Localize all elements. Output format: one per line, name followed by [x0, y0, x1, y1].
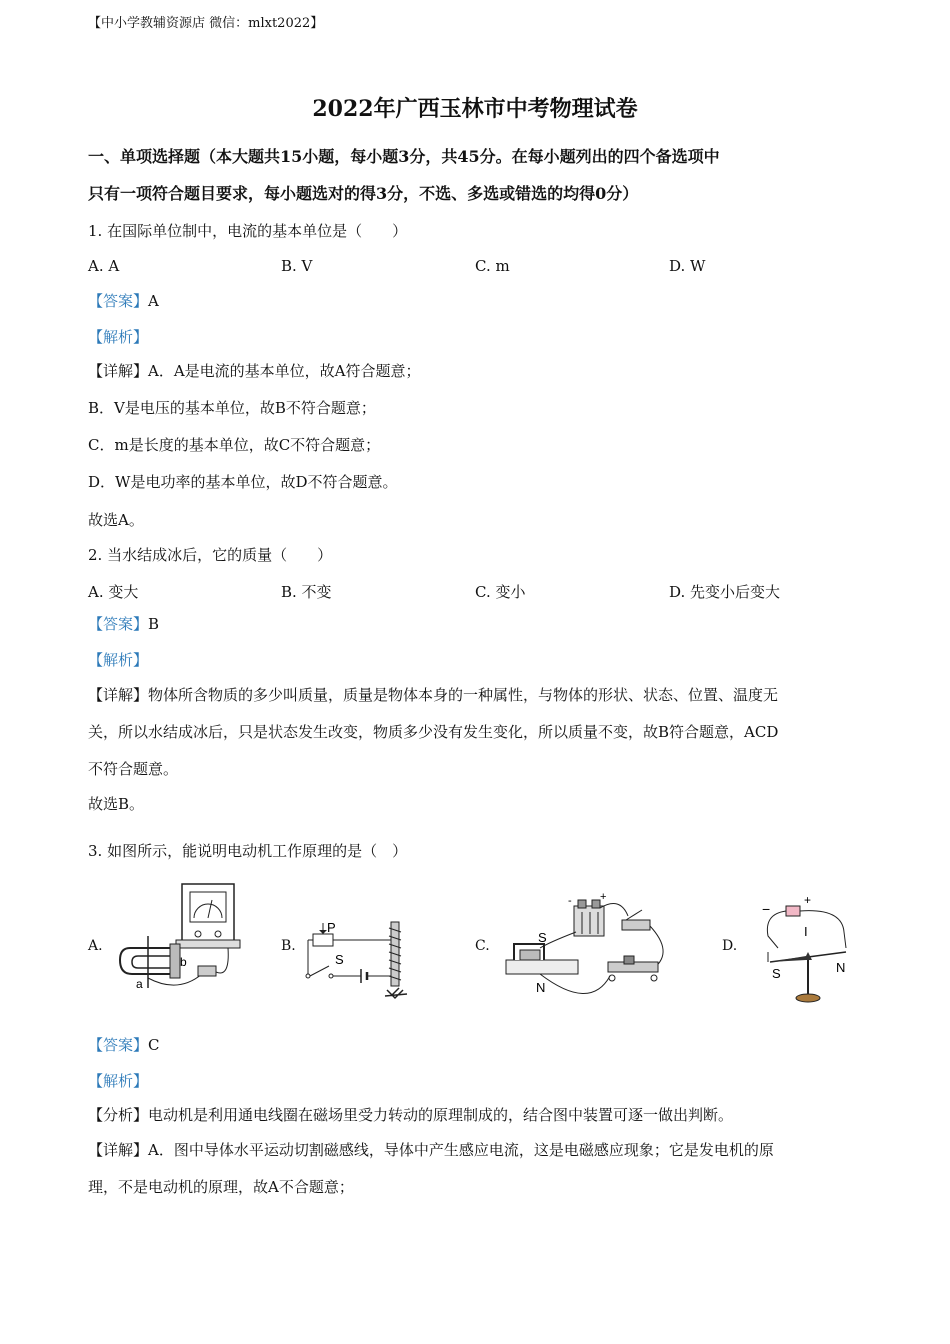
- detail-text: A．图中导体水平运动切割磁感线，导体中产生感应电流，这是电磁感应现象；它是发电机的原: [148, 1141, 774, 1159]
- answer-tag: 【答案】: [88, 1036, 149, 1054]
- fig-d-label-minus: −: [762, 901, 771, 917]
- q1-option-b: B. V: [281, 257, 313, 275]
- answer-tag: 【答案】: [88, 292, 149, 310]
- answer-value: B: [148, 615, 160, 633]
- q3-figure-d-label: D.: [722, 938, 738, 954]
- fig-c-label-minus: -: [568, 895, 572, 907]
- q2-option-d: D. 先变小后变大: [669, 583, 781, 601]
- q1-stem: 1. 在国际单位制中，电流的基本单位是（ ）: [88, 222, 408, 240]
- q2-option-b: B. 不变: [281, 583, 332, 601]
- fig-a-label-b: b: [180, 955, 187, 969]
- q3-analysis: [88, 1105, 733, 1125]
- figure-c-motor-diagram: [500, 892, 672, 998]
- section-heading-line1: 一、单项选择题（本大题共15小题，每小题3分，共45分。在每小题列出的四个备选项中: [88, 147, 720, 166]
- fig-d-label-n: N: [836, 960, 846, 975]
- q1-conclusion: 故选A。: [88, 511, 144, 529]
- detail-tag: 【详解】: [88, 686, 149, 704]
- q3-stem: 3. 如图所示，能说明电动机工作原理的是（ ）: [88, 842, 408, 860]
- q1-detail-1: [88, 361, 421, 381]
- fig-a-label-a: a: [136, 977, 143, 991]
- answer-value: C: [148, 1036, 160, 1054]
- q1-option-a: A. A: [88, 257, 120, 275]
- answer-tag: 【答案】: [88, 615, 149, 633]
- q3-analysis-tag: 【解析】: [88, 1072, 149, 1090]
- q1-option-d: D. W: [669, 257, 706, 275]
- fig-d-label-i: I: [804, 924, 808, 939]
- page-header: 【中小学教辅资源店 微信：mlxt2022】: [88, 16, 324, 31]
- fig-c-label-plus: +: [600, 892, 607, 903]
- figure-a-generator-diagram: [118, 878, 243, 996]
- q3-figure-a-label: A.: [88, 938, 103, 954]
- detail-tag: 【详解】: [88, 1141, 149, 1159]
- analysis-tag: 【分析】: [88, 1106, 149, 1124]
- q1-detail-4: D．W是电功率的基本单位，故D不符合题意。: [88, 473, 398, 491]
- detail-text: A．A是电流的基本单位，故A符合题意；: [148, 362, 421, 380]
- fig-c-label-s: S: [538, 930, 547, 945]
- q2-option-c: C. 变小: [475, 583, 526, 601]
- q3-figure-c-label: C.: [475, 938, 490, 954]
- q3-detail-1: [88, 1140, 774, 1160]
- q1-answer: [88, 291, 159, 311]
- figure-d-oersted-diagram: [758, 896, 862, 1008]
- detail-text: 物体所含物质的多少叫质量，质量是物体本身的一种属性，与物体的形状、状态、位置、温度无: [148, 686, 779, 704]
- detail-tag: 【详解】: [88, 362, 149, 380]
- q2-detail-1: [88, 685, 778, 705]
- q1-option-c: C. m: [475, 257, 510, 275]
- q2-option-a: A. 变大: [88, 583, 139, 601]
- q1-detail-2: B．V是电压的基本单位，故B不符合题意；: [88, 399, 376, 417]
- analysis-text: 电动机是利用通电线圈在磁场里受力转动的原理制成的，结合图中装置可逐一做出判断。: [148, 1106, 734, 1124]
- fig-d-label-plus: +: [804, 896, 812, 907]
- page-title: 2022年广西玉林市中考物理试卷: [312, 96, 638, 122]
- section-heading-line2: 只有一项符合题目要求，每小题选对的得3分，不选、多选或错选的均得0分）: [88, 184, 639, 203]
- q1-analysis-tag: 【解析】: [88, 328, 149, 346]
- q3-detail-2: 理，不是电动机的原理，故A不合题意；: [88, 1178, 354, 1196]
- q2-detail-2: 关，所以水结成冰后，只是状态发生改变，物质多少没有发生变化，所以质量不变，故B符合题意，ACD: [88, 723, 779, 741]
- q2-conclusion: 故选B。: [88, 795, 145, 813]
- q3-answer: [88, 1035, 160, 1055]
- q3-figure-b-label: B.: [281, 938, 296, 954]
- q1-detail-3: C．m是长度的基本单位，故C不符合题意；: [88, 436, 381, 454]
- answer-value: A: [148, 292, 159, 310]
- fig-b-label-s: S: [335, 952, 344, 967]
- fig-c-label-n: N: [536, 980, 546, 995]
- q2-analysis-tag: 【解析】: [88, 651, 149, 669]
- figure-b-electromagnet-diagram: [303, 918, 421, 1004]
- q2-detail-3: 不符合题意。: [88, 760, 179, 778]
- q2-stem: 2. 当水结成冰后，它的质量（ ）: [88, 546, 333, 564]
- q2-answer: [88, 614, 159, 634]
- fig-d-label-s: S: [772, 966, 781, 981]
- fig-b-label-p: P: [327, 920, 336, 935]
